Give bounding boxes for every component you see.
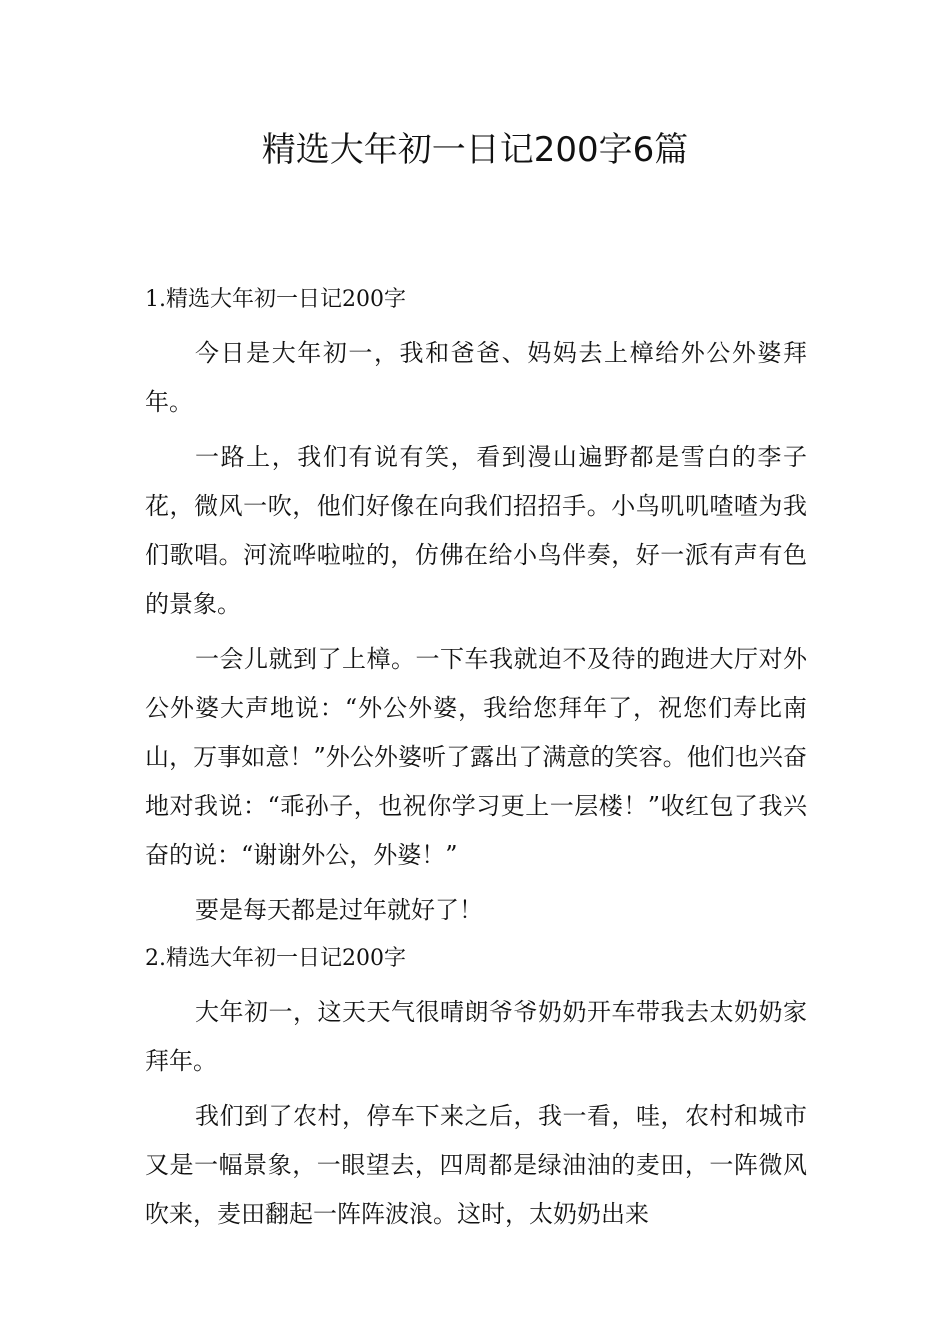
paragraph: 一路上，我们有说有笑，看到漫山遍野都是雪白的李子花，微风一吹，他们好像在向我们招招手。小鸟叽叽喳喳为我们歌唱。河流哗啦啦的，仿佛在给小鸟伴奏，好一派有声有色的景象。: [145, 443, 807, 618]
paragraph: 我们到了农村，停车下来之后，我一看，哇，农村和城市又是一幅景象，一眼望去，四周都是绿油油的麦田，一阵微风吹来，麦田翻起一阵阵波浪。这时，太奶奶出来: [145, 1102, 807, 1228]
document-title: 精选大年初一日记200字6篇: [261, 130, 689, 170]
document-body: [145, 282, 807, 1245]
section-1: [145, 282, 807, 935]
section-heading: 2.精选大年初一日记200字: [145, 946, 406, 971]
paragraph: 一会儿就到了上樟。一下车我就迫不及待的跑进大厅对外公外婆大声地说：“外公外婆，我给您拜年了，祝您们寿比南山，万事如意！”外公外婆听了露出了满意的笑容。他们也兴奋地对我说：“乖孙子，也祝你学习更上一层楼！”收红包了我兴奋的说：“谢谢外公，外婆！”: [145, 645, 807, 869]
section-heading: 1.精选大年初一日记200字: [145, 287, 406, 312]
section-2: [145, 941, 807, 1239]
paragraph: 要是每天都是过年就好了！: [195, 896, 483, 924]
paragraph: 今日是大年初一，我和爸爸、妈妈去上樟给外公外婆拜年。: [145, 339, 807, 416]
paragraph: 大年初一，这天天气很晴朗爷爷奶奶开车带我去太奶奶家拜年。: [145, 998, 807, 1075]
